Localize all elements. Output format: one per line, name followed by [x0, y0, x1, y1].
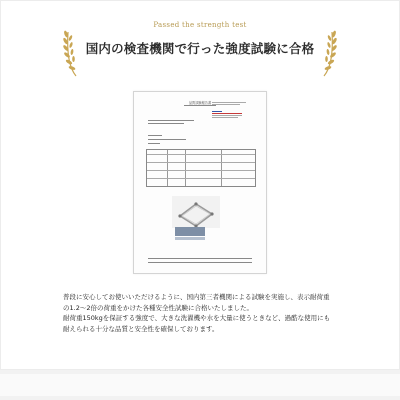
footer-rule: [148, 262, 252, 263]
field-line: [148, 135, 162, 136]
client-line: [148, 120, 194, 121]
description-text: [63, 292, 353, 334]
description-line: 普段に安心してお使いいただけるように、国内第三者機関による試験を実施し、表示耐荷重: [63, 293, 330, 301]
description-line: 耐えられる十分な品質と安全性を確保しております。: [63, 324, 219, 333]
laurel-right-icon: [320, 26, 338, 78]
results-table: [146, 149, 256, 187]
description-line: 耐荷重150kgを保証する強度で、大きな洗濯機や水を大量に使うときなど、過酷な使用にも: [63, 314, 331, 322]
certificate-meta-block: [212, 102, 246, 118]
stand-photo: [172, 196, 220, 228]
blurred-stamp-sub: [175, 237, 205, 240]
description-line: の1.2〜2倍の荷重をかけた各種安全性試験に合格いたしました。: [63, 303, 253, 312]
bottom-strip: [0, 370, 400, 400]
section-title: 国内の検査機関で行った強度試験に合格: [85, 41, 315, 56]
blurred-stamp: [175, 227, 205, 236]
test-certificate-document: [133, 91, 267, 274]
field-line: [148, 143, 160, 144]
footer-rule: [148, 258, 252, 259]
field-line: [164, 139, 186, 140]
certificate-heading: 品質試験報告書: [188, 101, 212, 105]
laurel-left-icon: [62, 26, 80, 78]
client-line-2: [148, 123, 184, 124]
section-subtitle: Passed the strength test: [153, 21, 247, 29]
